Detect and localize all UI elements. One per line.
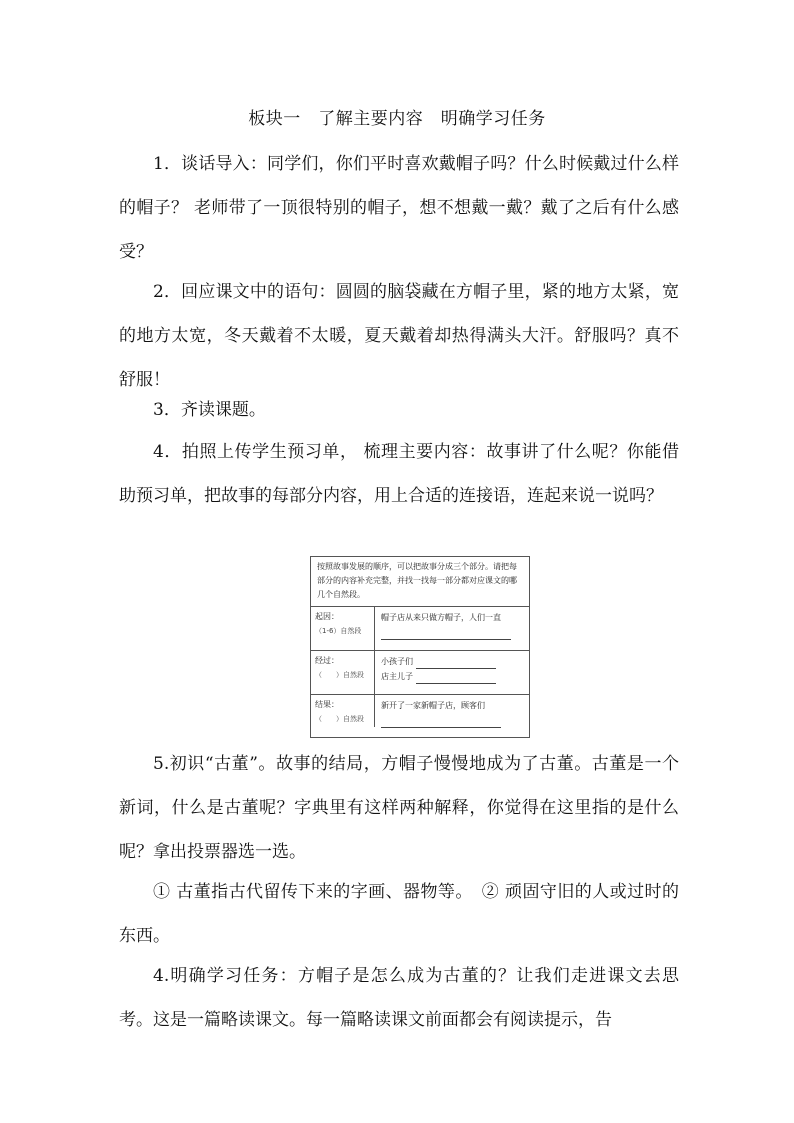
paragraph-7: 4.明确学习任务：方帽子是怎么成为古董的？让我们走进课文去思考。这是一篇略读课文。每一篇略读课文前面都会有阅读提示，告 <box>119 966 679 1030</box>
blank-line <box>381 630 511 640</box>
worksheet-row-label: 结果： <box>315 700 339 709</box>
worksheet-paragraph-hint: （ ）自然段 <box>315 671 364 679</box>
preview-worksheet-image <box>310 556 530 738</box>
worksheet-row-text: 帽子店从来只做方帽子，人们一直 <box>381 613 501 622</box>
worksheet-row <box>311 695 529 727</box>
paragraph-2: 2．回应课文中的语句：圆圆的脑袋藏在方帽子里，紧的地方太紧，宽的地方太宽，冬天戴着不太暖，夏天戴着却热得满头大汗。舒服吗？真不舒服！ <box>119 282 679 390</box>
paragraph-5: 5.初识“古董”。故事的结局，方帽子慢慢地成为了古董。古董是一个新词，什么是古董呢？字典里有这样两种解释，你觉得在这里指的是什么呢？拿出投票器选一选。 <box>119 754 679 862</box>
blank-line <box>381 718 501 728</box>
paragraph-6: ① 古董指古代留传下来的字画、器物等。 ② 顽固守旧的人或过时的东西。 <box>119 882 679 946</box>
worksheet-intro: 按照故事发展的顺序，可以把故事分成三个部分。请把每部分的内容补充完整，并找一找每一部分都对应课文的哪几个自然段。 <box>311 557 529 607</box>
worksheet-paragraph-hint: （1-6）自然段 <box>315 627 362 635</box>
section-title: 板块一 了解主要内容 明确学习任务 <box>248 109 546 129</box>
paragraph-1: 1．谈话导入：同学们，你们平时喜欢戴帽子吗？什么时候戴过什么样的帽子？ 老师带了一顶很特别的帽子，想不想戴一戴？戴了之后有什么感受？ <box>119 154 679 262</box>
blank-line <box>416 674 496 684</box>
paragraph-3: 3．齐读课题。 <box>153 400 266 420</box>
blank-line <box>416 659 496 669</box>
worksheet-row <box>311 607 529 651</box>
worksheet-row <box>311 651 529 695</box>
worksheet-row-text: 新开了一家新帽子店，顾客们 <box>381 701 485 710</box>
worksheet-row-label: 起因： <box>315 612 339 621</box>
worksheet-row-text: 小孩子们 <box>381 657 413 666</box>
worksheet-row-text: 店主儿子 <box>381 672 413 681</box>
paragraph-4: 4．拍照上传学生预习单， 梳理主要内容：故事讲了什么呢？你能借助预习单，把故事的每部分内容，用上合适的连接语，连起来说一说吗？ <box>119 442 679 506</box>
worksheet-paragraph-hint: （ ）自然段 <box>315 715 364 723</box>
worksheet-row-label: 经过： <box>315 656 339 665</box>
